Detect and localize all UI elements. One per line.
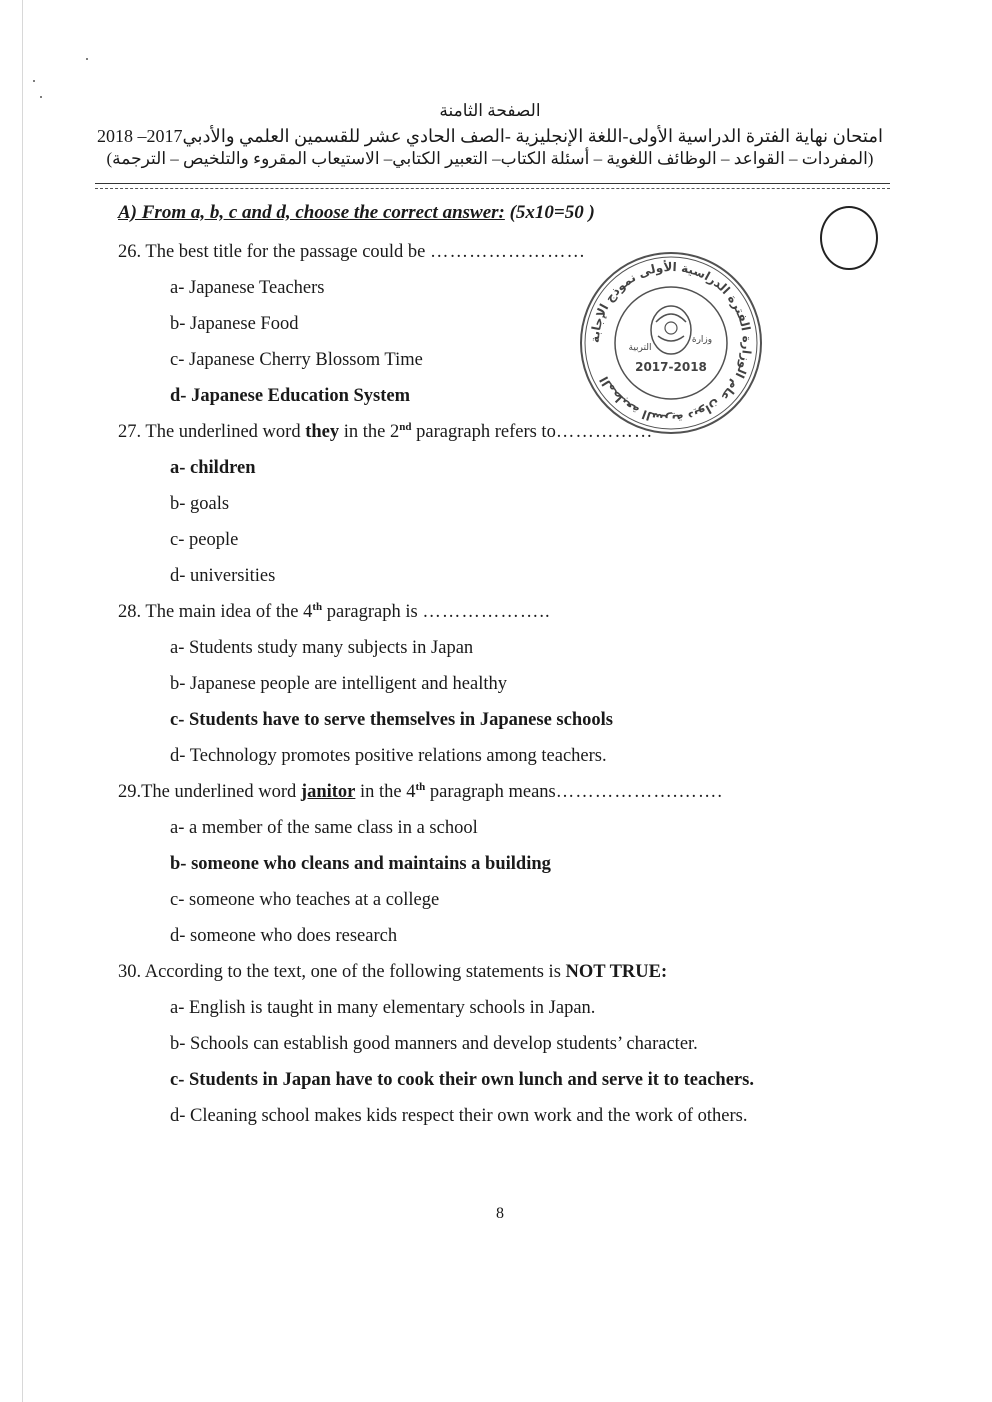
- exam-title: امتحان نهاية الفترة الدراسية الأولى-اللغة الإنجليزية -الصف الحادي عشر للقسمين العلمي والأدبي2017– 2018: [97, 126, 883, 146]
- keyword: janitor: [300, 782, 356, 802]
- question-number: 26.: [118, 242, 142, 262]
- option-a: a- Japanese Teachers: [170, 278, 325, 298]
- scan-speck: [33, 80, 35, 82]
- option-b: b- Japanese people are intelligent and healthy: [170, 674, 507, 694]
- question-number: 30.: [118, 962, 142, 982]
- option-a: a- Students study many subjects in Japan: [170, 638, 474, 658]
- keyword: NOT TRUE:: [565, 962, 668, 982]
- answer-blank: ……………: [555, 422, 654, 442]
- section-instruction: A) From a, b, c and d, choose the correct answer:: [118, 202, 505, 223]
- option-d: d- Technology promotes positive relations among teachers.: [170, 746, 607, 766]
- seal-inner-right: وزارة: [691, 335, 713, 345]
- option-a: a- children: [170, 458, 256, 478]
- option-c: c- Students have to serve themselves in Japanese schools: [170, 710, 613, 730]
- question-stem: The best title for the passage could be: [145, 242, 426, 262]
- question-number: 28.: [118, 602, 142, 622]
- question-29: [118, 774, 878, 954]
- question-text: [118, 234, 878, 270]
- question-text: 30. According to the text, one of the following statements is NOT TRUE:: [118, 962, 668, 982]
- question-30: [118, 954, 878, 1134]
- answer-blank: ……………….…….: [555, 782, 723, 802]
- option-c: c- people: [170, 530, 239, 550]
- question-text: 27. The underlined word they in the 2nd paragraph refers to……………: [118, 420, 654, 442]
- option-b: b- Schools can establish good manners and develop students’ character.: [170, 1034, 698, 1054]
- question-number: 29.: [118, 782, 142, 802]
- question-number: 27.: [118, 422, 142, 442]
- option-d: d- Cleaning school makes kids respect their own work and the work of others.: [170, 1106, 748, 1126]
- option-b: b- goals: [170, 494, 230, 514]
- answer-blank: ……………………: [430, 242, 587, 262]
- question-text: 29.The underlined word janitor in the 4th paragraph means……………….…….: [118, 780, 723, 802]
- question-section: [118, 200, 878, 1134]
- option-c: c- Students in Japan have to cook their own lunch and serve it to teachers.: [170, 1070, 754, 1090]
- keyword: they: [305, 422, 340, 442]
- option-d: d- universities: [170, 566, 276, 586]
- section-marks: (5x10=50 ): [509, 202, 595, 223]
- option-b: b- someone who cleans and maintains a building: [170, 854, 551, 874]
- question-text: 28. The main idea of the 4th paragraph is ………………..: [118, 600, 551, 622]
- question-28: [118, 594, 878, 774]
- option-c: c- Japanese Cherry Blossom Time: [170, 350, 423, 370]
- option-d: d- someone who does research: [170, 926, 398, 946]
- seal-ring-text: المطبعة السرية ديوان عام الوزارة الفترة الدراسية الأولى نموذج الإجابة: [587, 259, 755, 427]
- scan-speck: [86, 58, 88, 60]
- question-27: [118, 414, 878, 594]
- page-number: 8: [496, 1205, 504, 1222]
- exam-topics: (المفردات – القواعد – الوظائف اللغوية – أسئلة الكتاب– التعبير الكتابي– الاستيعاب المقروء والتلخيص – الترجمة): [106, 149, 874, 168]
- option-b: b- Japanese Food: [170, 314, 299, 334]
- header-divider-dashed: [95, 188, 890, 189]
- option-d: d- Japanese Education System: [170, 386, 411, 406]
- page-label: الصفحة الثامنة: [439, 101, 541, 120]
- seal-inner-left: التربية: [628, 343, 652, 353]
- scan-speck: [40, 96, 42, 98]
- page-header: [95, 100, 885, 170]
- section-heading: [118, 200, 878, 226]
- option-a: a- English is taught in many elementary schools in Japan.: [170, 998, 596, 1018]
- seal-year: 2017-2018: [635, 360, 707, 374]
- header-divider: [95, 183, 890, 184]
- answer-blank: ………………..: [422, 602, 551, 622]
- option-c: c- someone who teaches at a college: [170, 890, 440, 910]
- question-26: [118, 234, 878, 414]
- scan-edge: [22, 0, 23, 1402]
- option-a: a- a member of the same class in a school: [170, 818, 478, 838]
